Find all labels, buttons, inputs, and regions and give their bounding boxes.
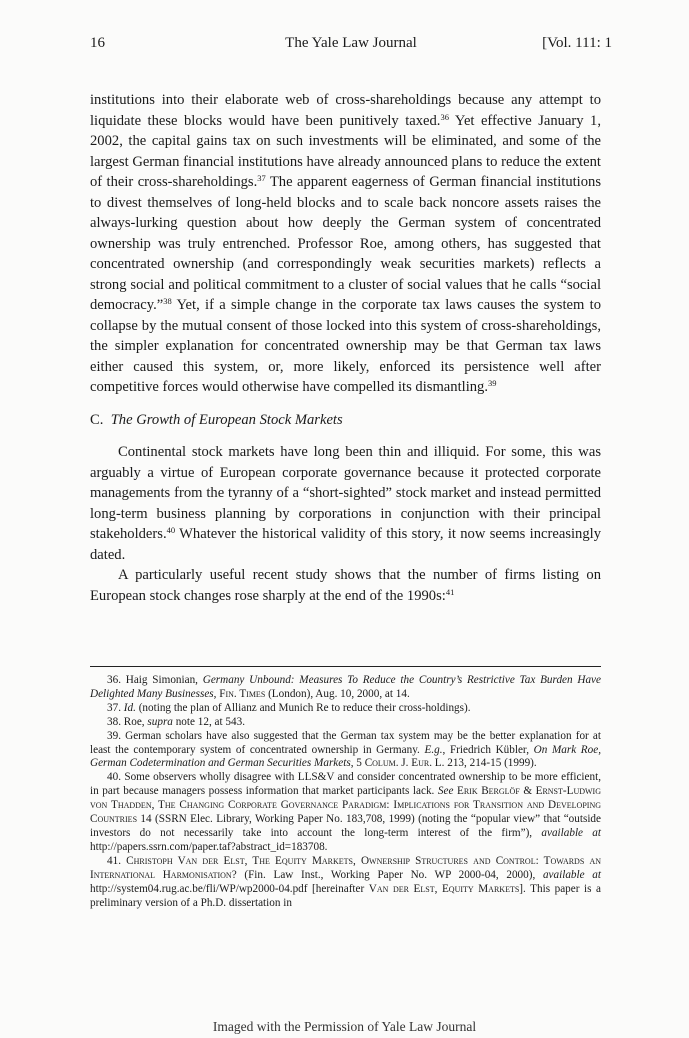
footnote-ref-39[interactable]: 39: [488, 378, 497, 388]
footnote-36: 36. Haig Simonian, Germany Unbound: Measures To Reduce the Country’s Restrictive Tax Burden Have Delighted Many Businesses, Fin. Times (London), Aug. 10, 2000, at 14.: [90, 674, 601, 700]
running-header: [90, 34, 612, 52]
body-text: [90, 90, 601, 606]
footnote-ref-41[interactable]: 41: [445, 586, 455, 597]
footnote-38: 38. Roe, supra note 12, at 543.: [107, 715, 245, 728]
page-number: 16: [90, 35, 105, 51]
permission-footer: Imaged with the Permission of Yale Law Journal: [212, 1019, 477, 1034]
footnote-39: 39. German scholars have also suggested that the German tax system may be the better explanation for at least the contemporary system of concentrated ownership in Germany. E.g., Friedrich Kübler, On Mark Roe, German Codetermination and German Securities Markets, 5 Colum. J. Eur. L. 213, 214-15 (1999).: [90, 729, 601, 770]
section-heading: C. The Growth of European Stock Markets: [90, 411, 343, 428]
volume-label: [Vol. 111: 1: [542, 35, 612, 51]
paragraph-2: Continental stock markets have long been thin and illiquid. For some, this was arguably a virtue of European corporate governance because it protected corporate managements from the tyranny of a “short-sighted” stock market and instead permitted long-term business planning by corporations in conjunction with their principal stakeholders.$^{40}$ Whatever the historical validity of this story, it now seems increasingly dated.: [90, 444, 601, 563]
footnote-ref-38[interactable]: 38: [163, 296, 172, 306]
link-rug[interactable]: http://system04.rug.ac.be/fli/WP/wp2000-04.pdf [hereinafter: [90, 882, 369, 895]
section-heading-title: The Growth of European Stock Markets: [110, 411, 343, 428]
footnote-41: 41. Christoph Van der Elst, The Equity Markets, Ownership Structures and Control: Towards an International Harmonisation? (Fin. Law Inst., Working Paper No. WP 2000-04, 2000), available at http://system04.rug.ac.be/fli/WP/wp2000-04.pdf [hereinafter Van der Elst, Equity Markets]. This paper is a preliminary version of a Ph.D. dissertation in: [90, 854, 602, 909]
paragraph-3: A particularly useful recent study shows that the number of firms listing on European stock changes rose sharply at the end of the 1990s:$^{41}$: [90, 567, 601, 604]
footnote-ref-40[interactable]: 40: [166, 525, 176, 535]
footnote-divider: [90, 666, 601, 667]
paragraph-1: institutions into their elaborate web of cross-shareholdings because any attempt to liquidate these blocks would have been punitively taxed.$^{36}$ Yet effective January 1, 2002, the capital gains tax on such investments will be eliminated, and some of the largest German financial institutions have already announced plans to reduce the extent of their cross-shareholdings.$^{37}$ The apparent eagerness of German financial institutions to divest themselves of long-held blocks and to scale back noncore assets raises the always-lurking question about how deeply the German system of concentrated ownership was truly entrenched. Professor Roe, among others, has suggested that concentrated ownership (and correspondingly weak securities markets) reflects a strong social and political commitment to a cluster of social values that he calls “social democracy.”$^{38}$ Yet, if a simple change in the corporate tax laws causes the system to collapse by the mutual consent of those locked into this system of cross-shareholdings, the simpler explanation for concentrated ownership may be that German tax laws either caused this system, or, more likely, enforced its persistence well after competitive forces would otherwise have compelled its dismantling.$^{39}$: [90, 92, 601, 395]
footnote-37: 37. Id. (noting the plan of Allianz and Munich Re to reduce their cross-holdings).: [107, 701, 471, 714]
footnote-ref-36[interactable]: 36: [440, 111, 449, 122]
footnotes: [90, 674, 601, 910]
footnote-ref-37[interactable]: 37: [257, 173, 266, 183]
link-ssrn[interactable]: http://papers.ssrn.com/paper.taf?abstract_id=183708.: [90, 840, 328, 853]
footnote-40: 40. Some observers wholly disagree with LLS&V and consider concentrated ownership to be more efficient, in part because managers possess information that market participants lack. See Erik Berglöf & Ernst-Ludwig von Thadden, The Changing Corporate Governance Paradigm: Implications for Transition and Developing Countries 14 (SSRN Elec. Library, Working Paper No. 183,708, 1999) (noting the “popular view” that “outside investors do not necessarily take into account the long-term interest of the firm”), available at http://papers.ssrn.com/paper.taf?abstract_id=183708.: [90, 771, 602, 853]
journal-title: The Yale Law Journal: [285, 35, 417, 51]
